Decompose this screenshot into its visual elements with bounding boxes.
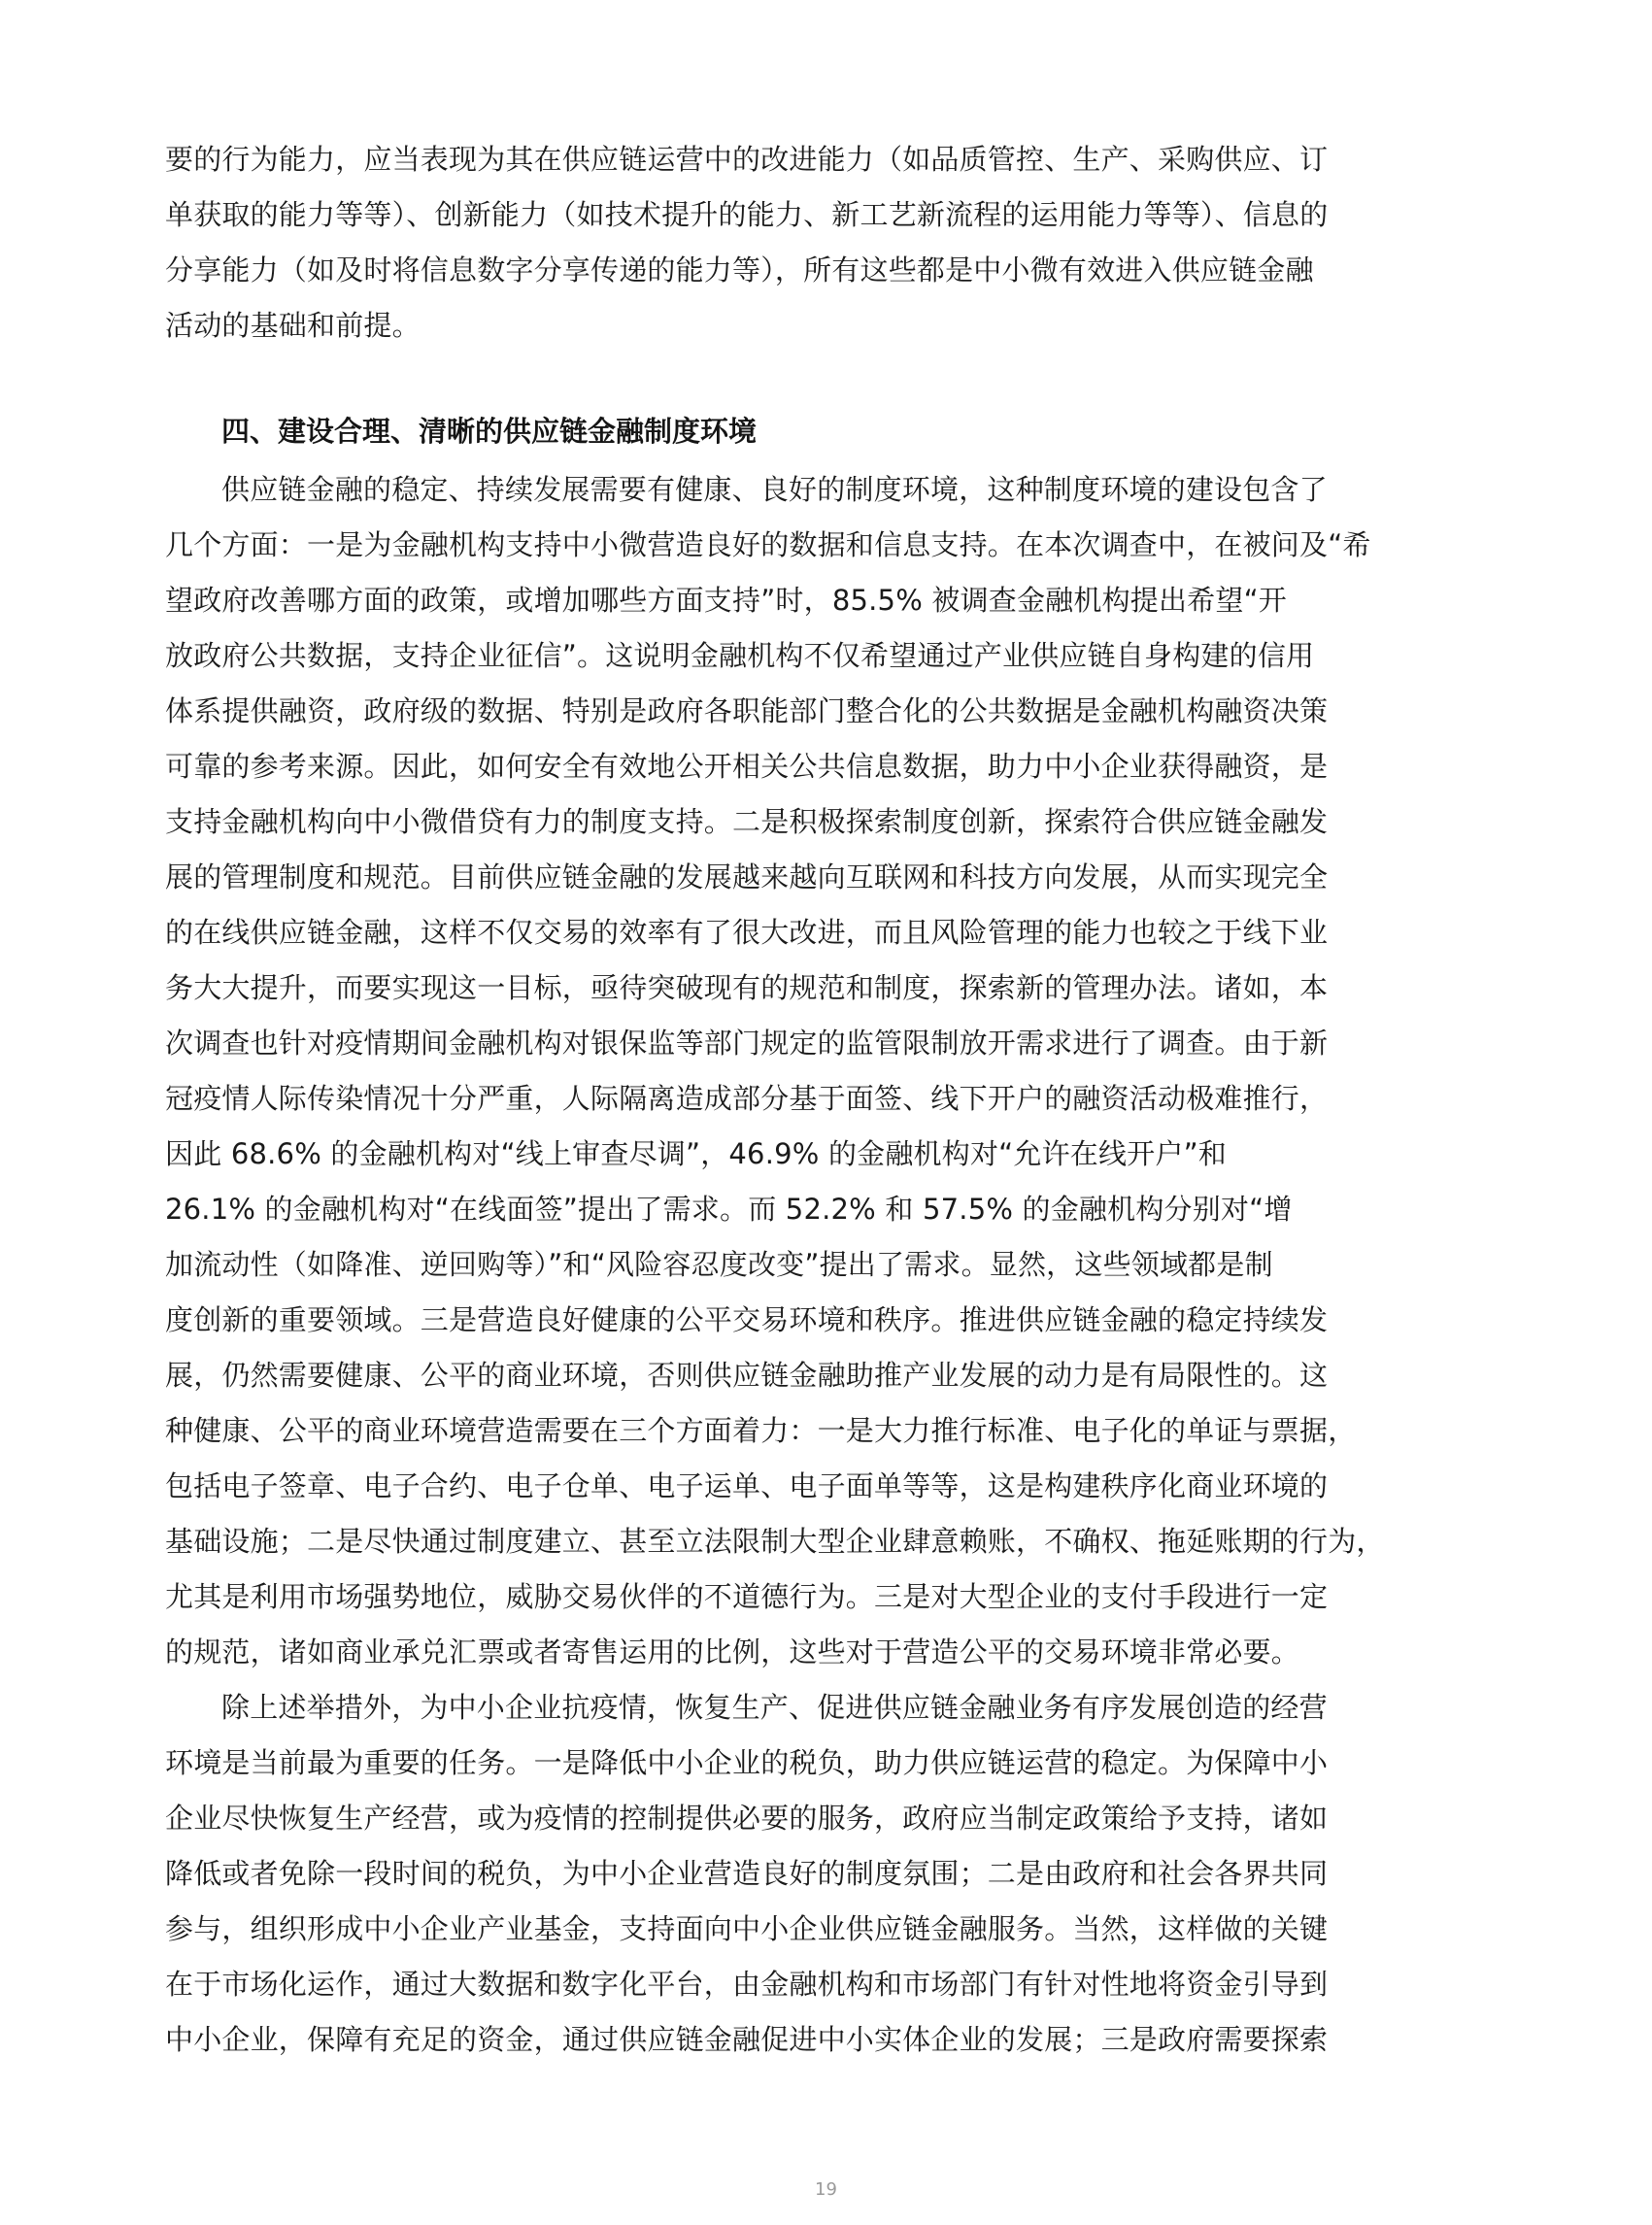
paragraph-line: 度创新的重要领域。三是营造良好健康的公平交易环境和秩序。推进供应链金融的稳定持续发	[165, 1303, 1329, 1336]
paragraph-line: 要的行为能力，应当表现为其在供应链运营中的改进能力（如品质管控、生产、采购供应、订	[165, 143, 1329, 176]
paragraph-line: 环境是当前最为重要的任务。一是降低中小企业的税负，助力供应链运营的稳定。为保障中小	[165, 1746, 1329, 1779]
paragraph-line: 展的管理制度和规范。目前供应链金融的发展越来越向互联网和科技方向发展，从而实现完全	[165, 860, 1329, 893]
paragraph-line: 降低或者免除一段时间的税负，为中小企业营造良好的制度氛围；二是由政府和社会各界共同	[165, 1857, 1329, 1890]
paragraph-line: 放政府公共数据，支持企业征信”。这说明金融机构不仅希望通过产业供应链自身构建的信用	[165, 639, 1315, 672]
paragraph-line: 在于市场化运作，通过大数据和数字化平台，由金融机构和市场部门有针对性地将资金引导到	[165, 1968, 1329, 2001]
paragraph-line: 单获取的能力等等）、创新能力（如技术提升的能力、新工艺新流程的运用能力等等）、信息的	[165, 198, 1329, 231]
paragraph-line: 活动的基础和前提。	[165, 309, 421, 342]
section-body	[165, 462, 1491, 2068]
paragraph-line: 企业尽快恢复生产经营，或为疫情的控制提供必要的服务，政府应当制定政策给予支持，诸如	[165, 1802, 1329, 1835]
paragraph-line: 务大大提升，而要实现这一目标，亟待突破现有的规范和制度，探索新的管理办法。诸如，本	[165, 971, 1329, 1004]
paragraph-line: 包括电子签章、电子合约、电子仓单、电子运单、电子面单等等，这是构建秩序化商业环境的	[165, 1469, 1329, 1502]
paragraph-line: 除上述举措外，为中小企业抗疫情，恢复生产、促进供应链金融业务有序发展创造的经营	[221, 1691, 1328, 1724]
paragraph-line: 基础设施；二是尽快通过制度建立、甚至立法限制大型企业肆意赖账，不确权、拖延账期的行为，	[165, 1525, 1385, 1558]
paragraph-line: 加流动性（如降准、逆回购等）”和“风险容忍度改变”提出了需求。显然，这些领域都是制	[165, 1248, 1273, 1281]
paragraph-line: 尤其是利用市场强势地位，威胁交易伙伴的不道德行为。三是对大型企业的支付手段进行一定	[165, 1580, 1329, 1613]
paragraph-line: 26.1% 的金融机构对“在线面签”提出了需求。而 52.2% 和 57.5% 的金融机构分别对“增	[165, 1193, 1293, 1226]
paragraph-line: 种健康、公平的商业环境营造需要在三个方面着力：一是大力推行标准、电子化的单证与票据，	[165, 1414, 1357, 1447]
intro-paragraph	[165, 132, 1491, 354]
paragraph-line: 几个方面：一是为金融机构支持中小微营造良好的数据和信息支持。在本次调查中，在被问及“希	[165, 528, 1371, 561]
page-number: 19	[815, 2179, 837, 2200]
paragraph-line: 分享能力（如及时将信息数字分享传递的能力等），所有这些都是中小微有效进入供应链金融	[165, 253, 1314, 287]
paragraph-line: 冠疫情人际传染情况十分严重，人际隔离造成部分基于面签、线下开户的融资活动极难推行，	[165, 1082, 1329, 1115]
paragraph-line: 参与，组织形成中小企业产业基金，支持面向中小企业供应链金融服务。当然，这样做的关键	[165, 1912, 1329, 1945]
paragraph-line: 因此 68.6% 的金融机构对“线上审查尽调”，46.9% 的金融机构对“允许在线开户”和	[165, 1137, 1228, 1170]
paragraph-line: 的在线供应链金融，这样不仅交易的效率有了很大改进，而且风险管理的能力也较之于线下业	[165, 916, 1329, 949]
section-heading: 四、建设合理、清晰的供应链金融制度环境	[221, 415, 758, 448]
paragraph-line: 可靠的参考来源。因此，如何安全有效地公开相关公共信息数据，助力中小企业获得融资，是	[165, 750, 1329, 783]
paragraph-line: 供应链金融的稳定、持续发展需要有健康、良好的制度环境，这种制度环境的建设包含了	[221, 473, 1328, 506]
paragraph-line: 展，仍然需要健康、公平的商业环境，否则供应链金融助推产业发展的动力是有局限性的。这	[165, 1359, 1329, 1392]
paragraph-line: 望政府改善哪方面的政策，或增加哪些方面支持”时，85.5% 被调查金融机构提出希望“开	[165, 584, 1287, 617]
paragraph-line: 次调查也针对疫情期间金融机构对银保监等部门规定的监管限制放开需求进行了调查。由于新	[165, 1027, 1329, 1060]
paragraph-line: 的规范，诸如商业承兑汇票或者寄售运用的比例，这些对于营造公平的交易环境非常必要。	[165, 1635, 1300, 1669]
paragraph-line: 支持金融机构向中小微借贷有力的制度支持。二是积极探索制度创新，探索符合供应链金融发	[165, 805, 1329, 838]
paragraph-line: 体系提供融资，政府级的数据、特别是政府各职能部门整合化的公共数据是金融机构融资决策	[165, 694, 1329, 727]
paragraph-line: 中小企业，保障有充足的资金，通过供应链金融促进中小实体企业的发展；三是政府需要探索	[165, 2023, 1329, 2056]
